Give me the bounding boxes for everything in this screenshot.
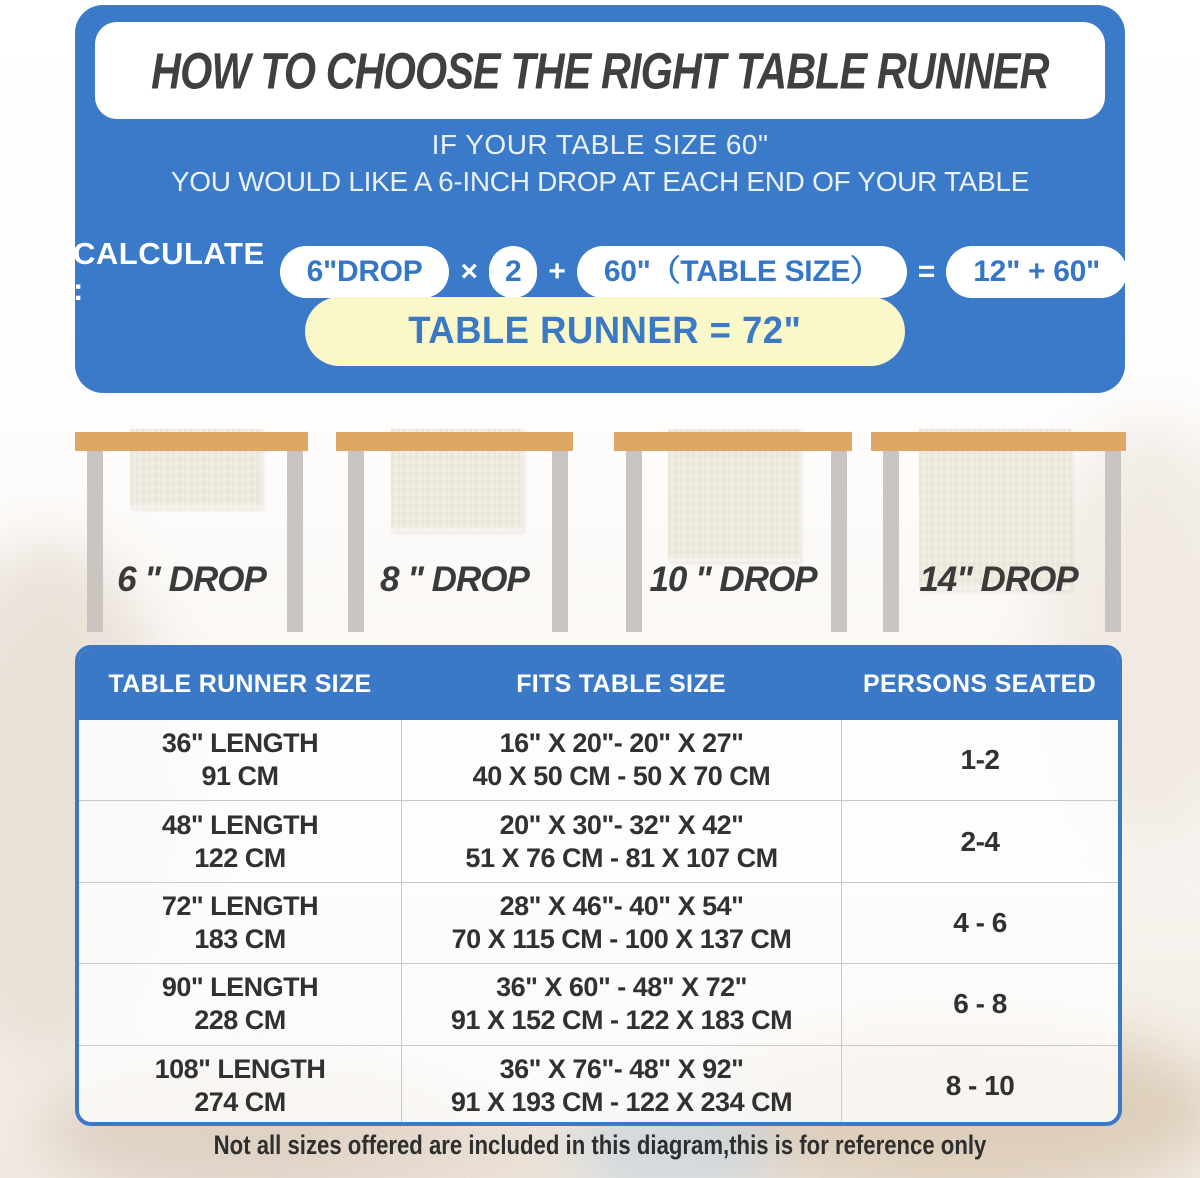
fits-cm: 51 X 76 CM - 81 X 107 CM xyxy=(465,842,778,873)
runner-length-cm: 91 CM xyxy=(201,761,279,792)
table-leg xyxy=(287,451,303,632)
table-leg xyxy=(348,451,364,632)
cell-persons-seated xyxy=(841,964,1118,1044)
cell-persons-seated xyxy=(841,720,1118,800)
cell-persons-seated xyxy=(841,1046,1118,1126)
cell-fits-table-size xyxy=(401,883,841,963)
cell-runner-size xyxy=(79,964,401,1044)
cell-fits-table-size xyxy=(401,801,841,881)
cell-fits-table-size xyxy=(401,964,841,1044)
tabletop xyxy=(614,432,852,451)
runner-length-inches: 48" LENGTH xyxy=(161,809,319,840)
fits-inches: 36" X 60" - 48" X 72" xyxy=(496,972,747,1003)
header-panel xyxy=(75,5,1125,393)
column-header-runner-size: TABLE RUNNER SIZE xyxy=(108,670,372,698)
table-figure-6-inch xyxy=(75,427,308,637)
size-chart-row xyxy=(79,800,1118,881)
cell-fits-table-size xyxy=(401,720,841,800)
title-banner xyxy=(95,22,1105,119)
runner-length-cm: 183 CM xyxy=(194,923,286,954)
runner-length-cm: 274 CM xyxy=(194,1086,286,1117)
persons-count: 8 - 10 xyxy=(945,1069,1015,1101)
equals-operator: = xyxy=(917,255,936,288)
runner-length-inches: 36" LENGTH xyxy=(161,728,319,759)
tabletop xyxy=(75,432,308,451)
fits-inches: 20" X 30"- 32" X 42" xyxy=(499,809,744,840)
drop-label: 8 " DROP xyxy=(380,560,529,599)
runner-length-cm: 122 CM xyxy=(194,842,286,873)
tabletop xyxy=(336,432,573,451)
persons-count: 1-2 xyxy=(960,744,1000,776)
drop-label: 14" DROP xyxy=(919,560,1078,599)
drop-label: 6 " DROP xyxy=(117,560,266,599)
size-chart-row xyxy=(79,963,1118,1044)
table-figure-10-inch xyxy=(614,427,852,637)
drop-illustrations-section xyxy=(75,427,1125,637)
runner-length-inches: 90" LENGTH xyxy=(161,972,319,1003)
tabletop xyxy=(871,432,1126,451)
size-chart-row xyxy=(79,1045,1118,1126)
multiplier-pill: 2 xyxy=(489,246,537,298)
multiply-operator: × xyxy=(460,255,478,288)
table-figure-8-inch xyxy=(336,427,573,637)
subtitle-line-1: IF YOUR TABLE SIZE 60" xyxy=(431,129,769,160)
runner-result-text: TABLE RUNNER = 72" xyxy=(408,310,802,352)
calculate-label: CALCULATE : xyxy=(73,236,265,307)
runner-length-inches: 72" LENGTH xyxy=(161,891,319,922)
cell-fits-table-size xyxy=(401,1046,841,1126)
persons-count: 2-4 xyxy=(960,825,1000,857)
size-chart-row xyxy=(79,720,1118,800)
table-leg xyxy=(626,451,642,632)
drop-value-pill: 6"DROP xyxy=(280,246,450,298)
table-leg xyxy=(1105,451,1121,632)
size-chart-row xyxy=(79,882,1118,963)
sum-pill: 12" + 60" xyxy=(946,246,1127,298)
persons-count: 6 - 8 xyxy=(953,988,1007,1020)
runner-length-inches: 108" LENGTH xyxy=(154,1053,326,1084)
persons-count: 4 - 6 xyxy=(953,906,1007,938)
table-figure-14-inch xyxy=(871,427,1126,637)
table-leg xyxy=(831,451,847,632)
table-size-pill: 60"（TABLE SIZE） xyxy=(577,246,907,298)
fits-cm: 70 X 115 CM - 100 X 137 CM xyxy=(451,923,792,954)
plus-operator: + xyxy=(548,255,566,288)
size-chart-header xyxy=(79,649,1118,720)
subtitle-line-2: YOU WOULD LIKE A 6-INCH DROP AT EACH END OF YOUR TABLE xyxy=(170,166,1030,197)
cell-persons-seated xyxy=(841,883,1118,963)
column-header-fits-table: FITS TABLE SIZE xyxy=(516,670,726,698)
table-leg xyxy=(87,451,103,632)
runner-result-banner xyxy=(305,297,905,366)
table-leg xyxy=(552,451,568,632)
runner-length-cm: 228 CM xyxy=(194,1005,286,1036)
fits-inches: 36" X 76"- 48" X 92" xyxy=(499,1053,744,1084)
fits-inches: 28" X 46"- 40" X 54" xyxy=(499,891,744,922)
size-chart-panel xyxy=(75,645,1122,1126)
fits-cm: 40 X 50 CM - 50 X 70 CM xyxy=(472,761,771,792)
table-leg xyxy=(883,451,899,632)
disclaimer-note: Not all sizes offered are included in this diagram,this is for reference only xyxy=(213,1130,987,1160)
cell-runner-size xyxy=(79,801,401,881)
page-title: HOW TO CHOOSE THE RIGHT TABLE RUNNER xyxy=(151,41,1049,100)
fits-cm: 91 X 152 CM - 122 X 183 CM xyxy=(450,1005,793,1036)
column-header-persons: PERSONS SEATED xyxy=(863,670,1096,698)
fits-inches: 16" X 20"- 20" X 27" xyxy=(499,728,744,759)
fits-cm: 91 X 193 CM - 122 X 234 CM xyxy=(450,1086,793,1117)
drop-label: 10 " DROP xyxy=(649,560,817,599)
cell-runner-size xyxy=(79,720,401,800)
cell-persons-seated xyxy=(841,801,1118,881)
cell-runner-size xyxy=(79,883,401,963)
cell-runner-size xyxy=(79,1046,401,1126)
